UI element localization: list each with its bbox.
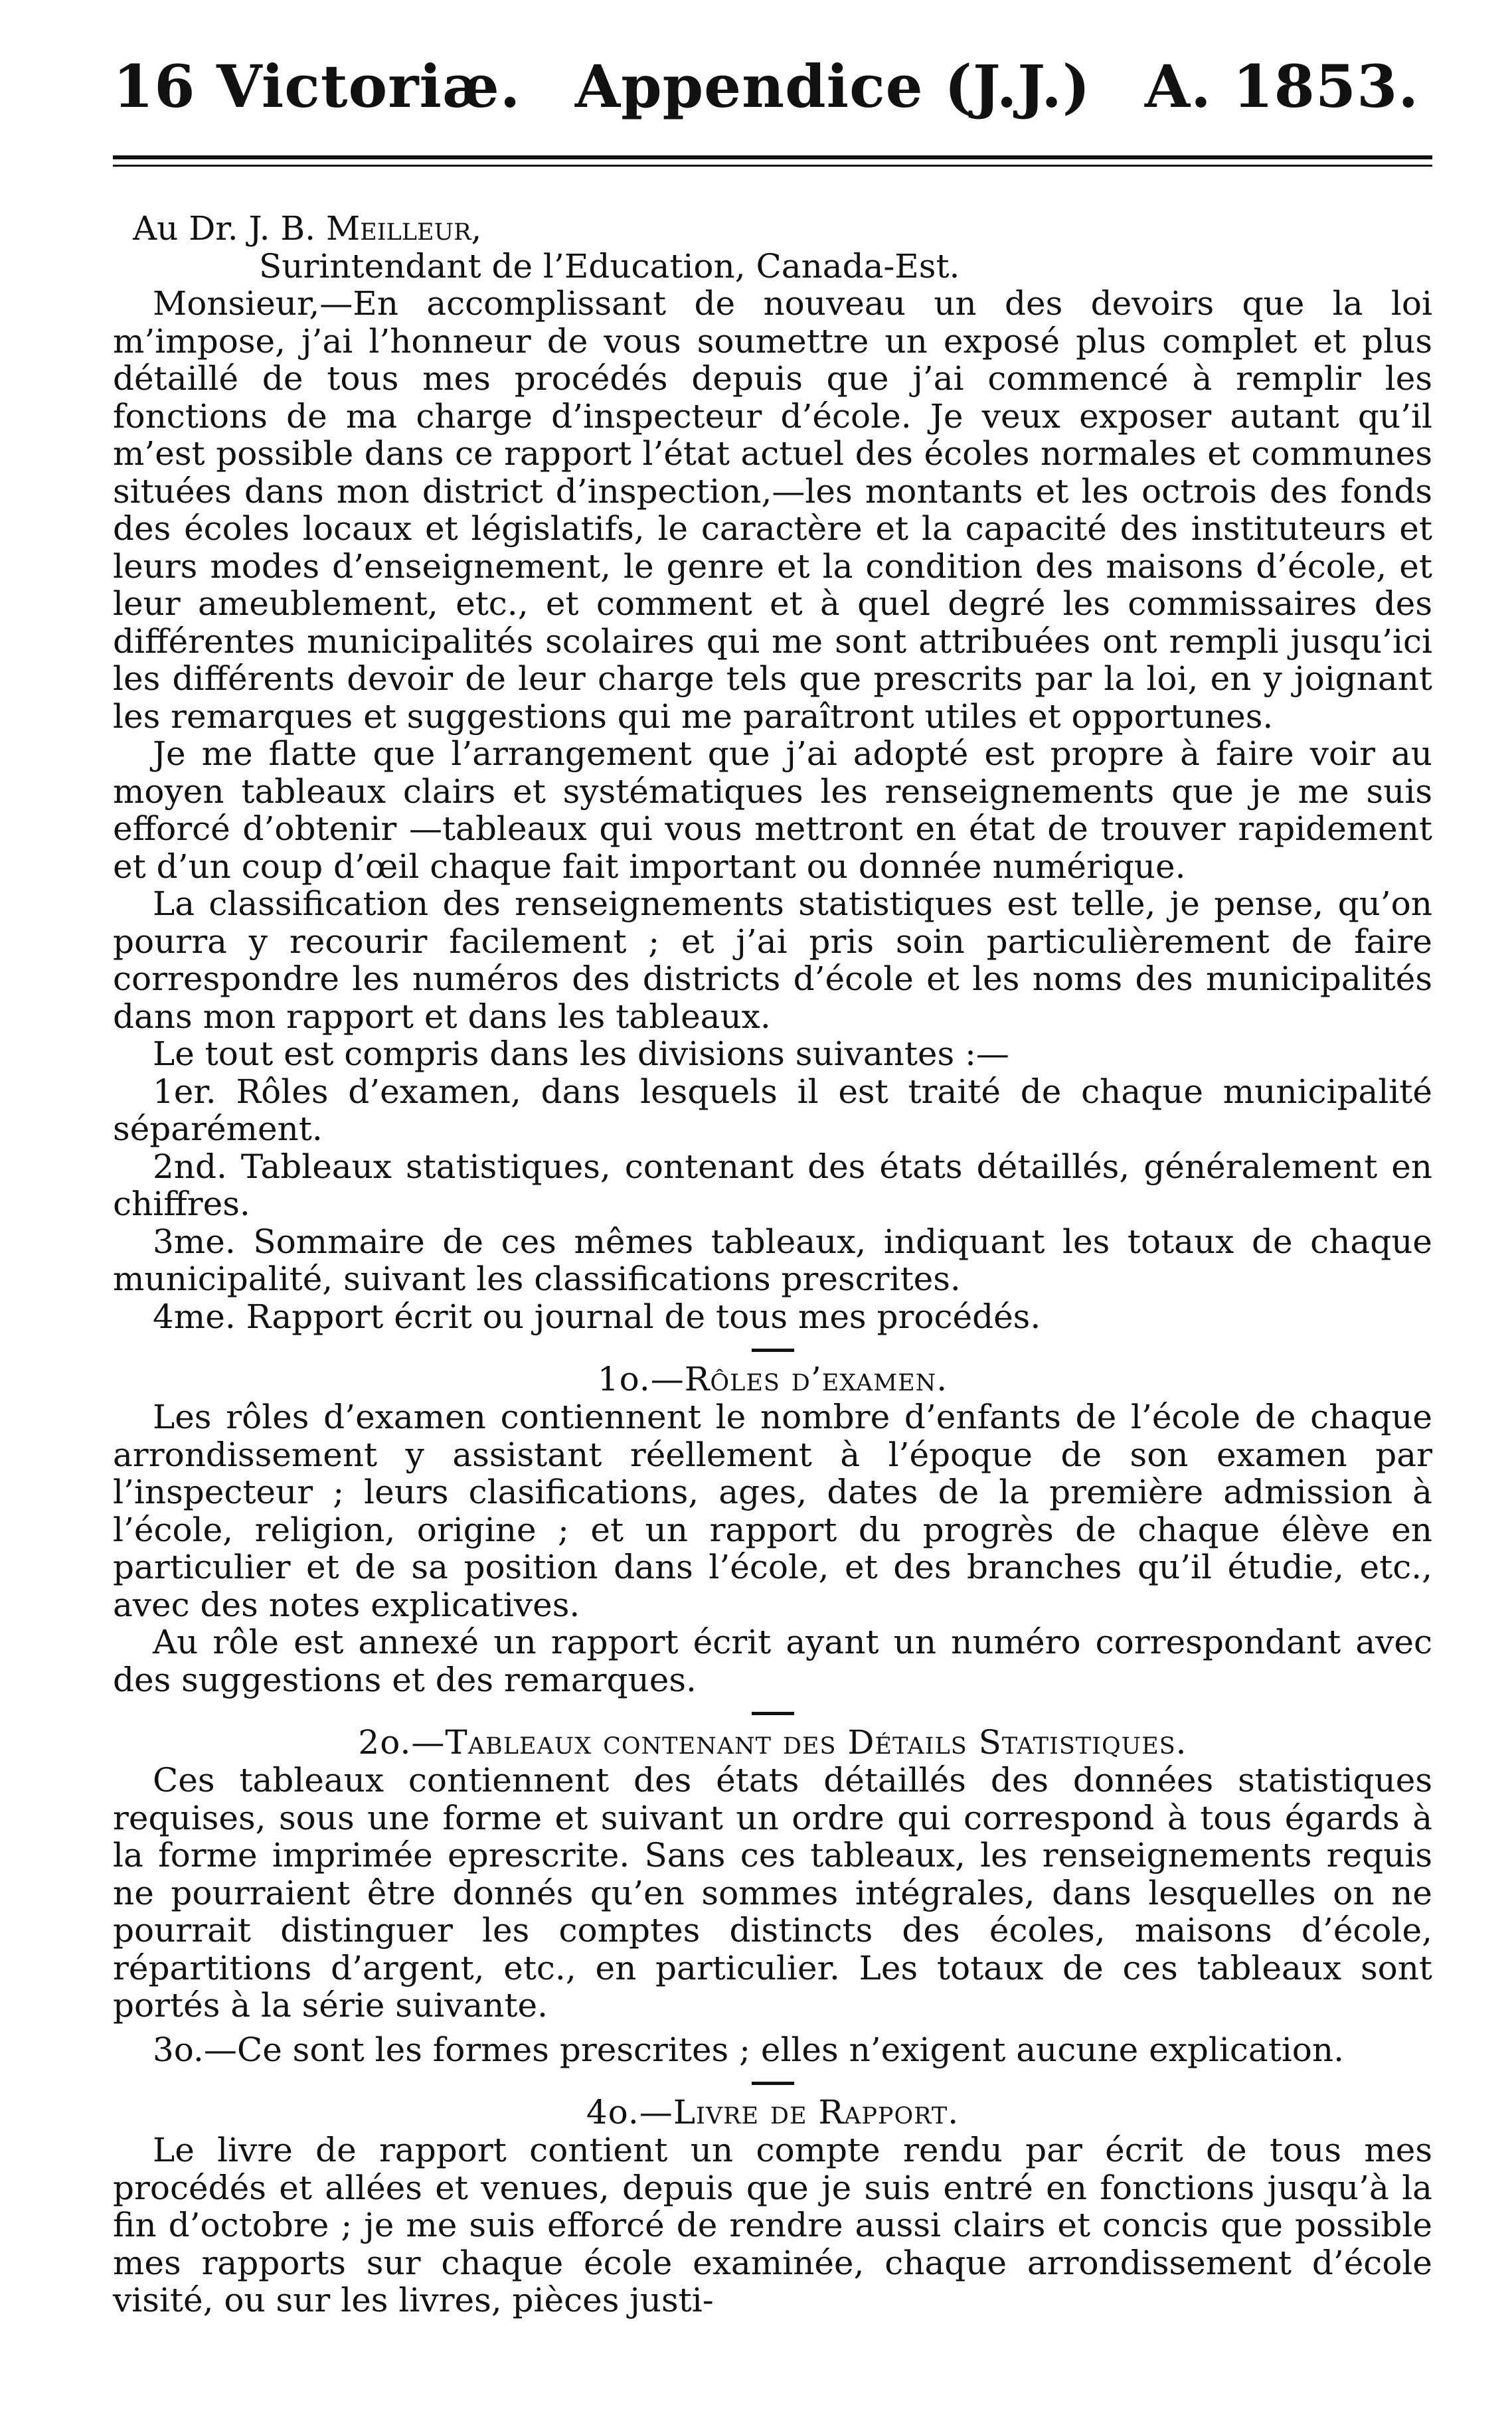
section-title: Rôles d’examen. xyxy=(684,1360,948,1398)
section-divider xyxy=(752,1712,794,1715)
section-title: Livre de Rapport. xyxy=(673,2093,960,2131)
section-number: 2o.— xyxy=(358,1723,446,1762)
letter-body xyxy=(113,210,1432,2319)
paragraph-intro: Monsieur,—En accomplissant de nouveau un des devoirs que la loi m’impose, j’ai l’honneur de vous soumettre un exposé plus complet et plus détaillé de tous mes procédés depuis que j’ai commencé à remplir les fonctions de ma charge d’inspecteur d’école. Je veux exposer autant qu’il m’est possible dans ce rapport l’état actuel des écoles normales et communes situées dans mon district d’inspection,—les montants et les octrois des fonds des écoles locaux et législatifs, le caractère et la capacité des instituteurs et leurs modes d’enseignement, le genre et la condition des maisons d’école, et leur ameublement, etc., et comment et à quel degré les commissaires des différentes municipalités scolaires qui me sont attribuées ont rempli jusqu’ici les différents devoir de leur charge tels que prescrits par la loi, en y joignant les remarques et suggestions qui me paraîtront utiles et opportunes. xyxy=(113,284,1432,736)
header-year: A. 1853. xyxy=(1144,52,1419,121)
section-paragraph: Le livre de rapport contient un compte rendu par écrit de tous mes procédés et allées et venues, depuis que je suis entré en fonctions jusqu’à la fin d’octobre ; je me suis efforcé de rendre aussi clairs et concis que possible mes rapports sur chaque école examinée, chaque arrondissement d’école visité, ou sur les livres, pièces justi- xyxy=(113,2131,1432,2319)
section-paragraph: Les rôles d’examen contiennent le nombre d’enfants de l’école de chaque arrondissement y assistant réellement à l’époque de son examen par l’inspecteur ; leurs clasifications, ages, dates de la première admission à l’école, religion, origine ; et un rapport du progrès de chaque élève en particulier et de sa position dans l’école, et des branches qu’il étudie, etc., avec des notes explicatives. xyxy=(113,1398,1432,1624)
section-heading-tableaux xyxy=(113,1723,1432,1762)
section-number: 3o.— xyxy=(153,2030,237,2069)
section-paragraph-forms xyxy=(113,2031,1432,2069)
section-paragraph: Ces tableaux contiennent des états détaillés des données statistiques requises, sous une forme et suivant un ordre qui correspond à tous égards à la forme imprimée eprescrite. Sans ces tableaux, les renseignements requis ne pourraient être donnés qu’en sommes intégrales, dans lesquelles on ne pourrait distinguer les comptes distincts des écoles, maisons d’école, répartitions d’argent, etc., en particulier. Les totaux de ces tableaux sont portés à la série suivante. xyxy=(113,1761,1432,2025)
section-heading-livre xyxy=(113,2093,1432,2131)
section-divider xyxy=(752,1349,794,1352)
addressee-line xyxy=(113,210,1432,248)
section-number: 4o.— xyxy=(586,2093,673,2131)
list-item: 3me. Sommaire de ces mêmes tableaux, indiquant les totaux de chaque municipalité, suivant les classifications prescrites. xyxy=(113,1222,1432,1298)
list-item: 2nd. Tableaux statistiques, contenant des états détaillés, généralement en chiffres. xyxy=(113,1147,1432,1223)
section-heading-roles xyxy=(113,1360,1432,1398)
running-header xyxy=(113,46,1432,126)
addressee-prefix: Au Dr. J. B. xyxy=(133,209,326,248)
section-text: Ce sont les formes prescrites ; elles n’exigent aucune explication. xyxy=(236,2030,1345,2069)
list-item: 4me. Rapport écrit ou journal de tous mes procédés. xyxy=(153,1297,1041,1336)
list-item: 1er. Rôles d’examen, dans lesquels il est traité de chaque municipalité séparément. xyxy=(113,1072,1432,1148)
header-session: 16 Victoriæ. xyxy=(113,52,521,121)
divisions-list xyxy=(113,1073,1432,1336)
header-double-rule xyxy=(113,155,1432,167)
paragraph-arrangement: Je me flatte que l’arrangement que j’ai adopté est propre à faire voir au moyen tableaux clairs et systématiques les renseignements que je me suis efforcé d’obtenir —tableaux qui vous mettront en état de trouver rapidement et d’un coup d’œil chaque fait important ou donnée numérique. xyxy=(113,734,1432,886)
paragraph-classification: La classification des renseignements statistiques est telle, je pense, qu’on pourra y recourir facilement ; et j’ai pris soin particulièrement de faire correspondre les numéros des districts d’école et les noms des municipalités dans mon rapport et dans les tableaux. xyxy=(113,884,1432,1036)
addressee-name: Meilleur, xyxy=(325,209,482,248)
header-appendix: Appendice (J.J.) xyxy=(574,52,1091,121)
section-paragraph: Au rôle est annexé un rapport écrit ayant un numéro correspondant avec des suggestions et des remarques. xyxy=(113,1623,1432,1699)
section-divider xyxy=(752,2082,794,2085)
addressee-title: Surintendant de l’Education, Canada-Est. xyxy=(259,246,960,286)
section-title: Tableaux contenant des Détails Statistiques. xyxy=(445,1723,1187,1762)
section-number: 1o.— xyxy=(597,1360,685,1398)
paragraph-divisions: Le tout est compris dans les divisions suivantes :— xyxy=(153,1035,1009,1073)
